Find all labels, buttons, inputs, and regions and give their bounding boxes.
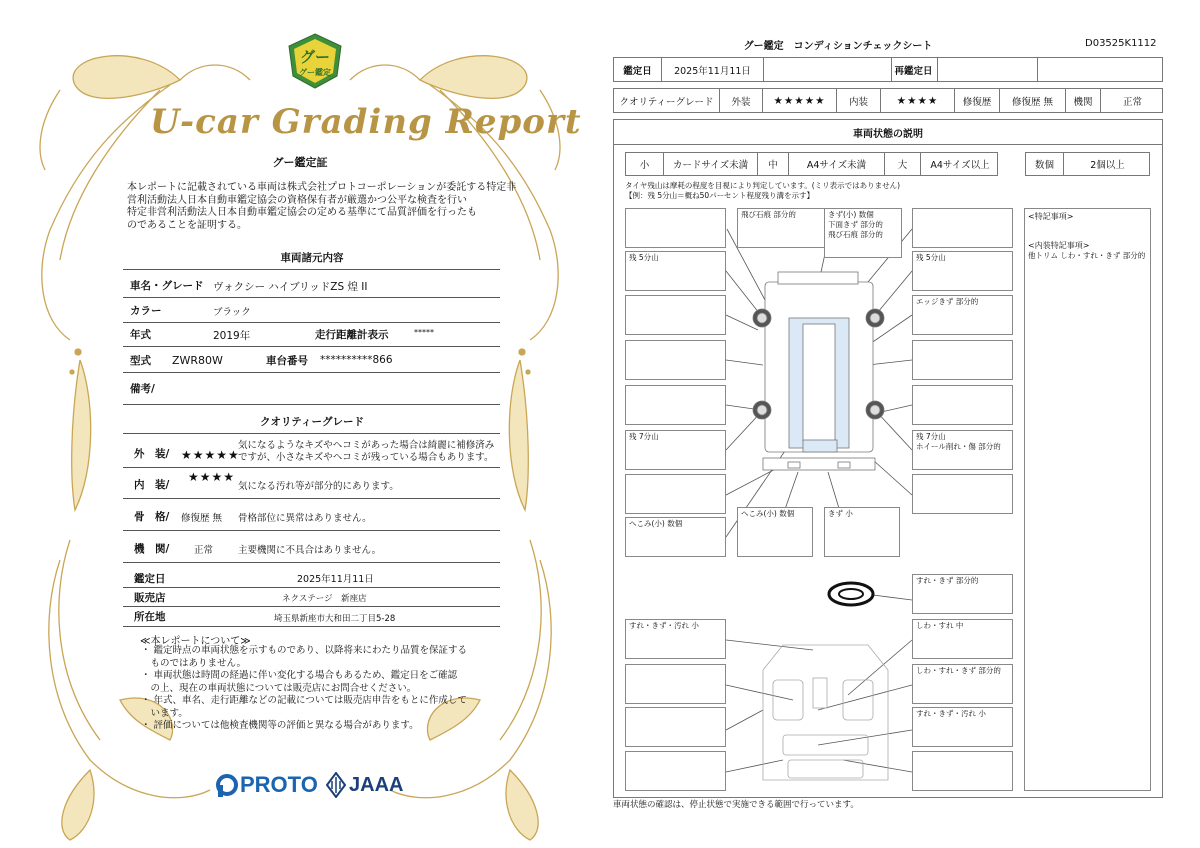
interior-stars: ★★★★ bbox=[881, 89, 955, 112]
address-label: 所在地 bbox=[134, 611, 166, 623]
certificate-intro: 本レポートに記載されている車両は株式会社プロトコーポレーションが委託する特定非 営利活動法人日本自動車鑑定協会の資格保有者が厳選かつ公平な検査を行い 特定非営利活動法人日本自動車鑑定協会の定める基準にて品質評価を行ったも のであることを証明する。 bbox=[127, 182, 517, 231]
box-interior-right-2: しわ・すれ・きず 部分的 bbox=[912, 664, 1013, 704]
box-right-6 bbox=[912, 474, 1013, 514]
exterior-desc: 気になるようなキズやヘコミがあった場合は綺麗に補修済み ですが、小さなキズやヘコミが残っている場合もあります。 bbox=[238, 440, 495, 463]
date-value: 2025年11月11日 bbox=[662, 58, 764, 81]
appraisal-date-value: 2025年11月11日 bbox=[297, 574, 374, 585]
box-left-7: へこみ(小) 数個 bbox=[625, 517, 726, 557]
box-interior-left-4 bbox=[625, 751, 726, 791]
size-legend: 小 カードサイズ未満 中 A4サイズ未満 大 A4サイズ以上 bbox=[625, 152, 998, 176]
box-front-3: きず(小) 数個 下面きず 部分的 飛び石痕 部分的 bbox=[824, 208, 902, 258]
chassis-value: **********866 bbox=[320, 354, 393, 366]
box-rear-3: きず 小 bbox=[824, 507, 900, 557]
engine-grade: 正常 bbox=[194, 545, 214, 556]
box-left-1: 残 5分山 bbox=[625, 251, 726, 291]
year-value: 2019年 bbox=[213, 330, 251, 342]
quality-heading: クオリティーグレード bbox=[260, 416, 364, 428]
box-right-2: エッジきず 部分的 bbox=[912, 295, 1013, 335]
engine-desc: 主要機関に不具合はありません。 bbox=[238, 545, 382, 556]
interior-label-right: 内装 bbox=[837, 89, 881, 112]
interior-label: 内 装/ bbox=[134, 479, 170, 491]
dealer-value: ネクステージ 新座店 bbox=[282, 594, 367, 604]
box-left-2 bbox=[625, 295, 726, 335]
year-label: 年式 bbox=[130, 329, 151, 341]
remarks-label: 備考/ bbox=[130, 383, 155, 395]
mileage-label: 走行距離計表示 bbox=[315, 329, 389, 341]
box-interior-left-2 bbox=[625, 664, 726, 704]
sheet-code: D03525K1112 bbox=[1085, 38, 1157, 49]
box-left-5: 残 7分山 bbox=[625, 430, 726, 470]
box-right-1: 残 5分山 bbox=[912, 251, 1013, 291]
date-label: 鑑定日 bbox=[614, 58, 662, 81]
certificate-subtitle: グー鑑定証 bbox=[272, 156, 328, 169]
engine-value-right: 正常 bbox=[1122, 96, 1142, 108]
engine-label: 機 関/ bbox=[134, 543, 170, 555]
box-left-4 bbox=[625, 385, 726, 425]
notes-list: ・ 鑑定時点の車両状態を示すものであり、以降将来にわたり品質を保証する ものではありません。 ・ 車両状態は時間の経過に伴い変化する場合もあるため、鑑定日をご確認 の上、現在の車両状態については販売店にお問合せください。 ・ 年式、車名、走行距離などの記載については販売店申告をもとに作成して います。 ・ 評価については他検査機関等の評価と異なる場合があります。 bbox=[141, 645, 468, 731]
exterior-stars: ★★★★★ bbox=[763, 89, 837, 112]
condition-heading: 車両状態の説明 bbox=[853, 129, 923, 140]
frame-desc: 骨格部位に異常はありません。 bbox=[238, 513, 372, 524]
grade-label: クオリティーグレード bbox=[614, 89, 720, 112]
box-rear-2: へこみ(小) 数個 bbox=[737, 507, 813, 557]
model-label: 型式 bbox=[130, 355, 151, 367]
box-interior-right-1: しわ・すれ 中 bbox=[912, 619, 1013, 659]
exterior-grade: ★★★★★ bbox=[181, 448, 240, 462]
reappraisal-value bbox=[938, 58, 1038, 81]
interior-special-text: 他トリム しわ・すれ・きず 部分的 bbox=[1028, 251, 1146, 260]
frame-grade: 修復歴 無 bbox=[181, 513, 223, 524]
box-left-3 bbox=[625, 340, 726, 380]
box-interior-right-3: すれ・きず・汚れ 小 bbox=[912, 707, 1013, 747]
color-value: ブラック bbox=[213, 307, 251, 318]
engine-label-right: 機関 bbox=[1066, 89, 1101, 112]
box-left-6 bbox=[625, 474, 726, 514]
box-right-5: 残 7分山 ホイール削れ・傷 部分的 bbox=[912, 430, 1013, 470]
box-front-right-1 bbox=[912, 208, 1013, 248]
tire-example: 【例：残 5分山＝概ね50パーセント程度残り溝を示す】 bbox=[625, 191, 815, 200]
appraisal-date-label: 鑑定日 bbox=[134, 573, 166, 585]
box-front-left-1 bbox=[625, 208, 726, 248]
notes-heading: ≪本レポートについて≫ bbox=[140, 636, 251, 647]
interior-grade: ★★★★ bbox=[188, 470, 236, 484]
exterior-label: 外 装/ bbox=[134, 448, 170, 460]
color-label: カラー bbox=[130, 305, 162, 317]
box-front-2: 飛び石痕 部分的 bbox=[737, 208, 838, 248]
goo-appraisal-badge bbox=[286, 32, 344, 90]
box-interior-left-3 bbox=[625, 707, 726, 747]
interior-desc: 気になる汚れ等が部分的にあります。 bbox=[238, 481, 399, 492]
chassis-label: 車台番号 bbox=[266, 355, 308, 367]
car-name-value: ヴォクシー ハイブリッドZS 煌 II bbox=[213, 281, 368, 293]
box-right-3 bbox=[912, 340, 1013, 380]
repair-value: 修復歴 無 bbox=[1000, 89, 1066, 112]
special-notes-panel: <特記事項> <内装特記事項> 他トリム しわ・すれ・きず 部分的 bbox=[1024, 208, 1151, 791]
mileage-value: ***** bbox=[414, 328, 434, 337]
address-value: 埼玉県新座市大和田二丁目5-28 bbox=[274, 614, 396, 624]
dealer-label: 販売店 bbox=[134, 592, 166, 604]
frame-label: 骨 格/ bbox=[134, 511, 170, 523]
spec-heading: 車両諸元内容 bbox=[280, 252, 344, 264]
box-right-4 bbox=[912, 385, 1013, 425]
count-legend: 数個 2個以上 bbox=[1025, 152, 1150, 176]
repair-label: 修復歴 bbox=[955, 89, 1000, 112]
box-interior-right-4 bbox=[912, 751, 1013, 791]
reappraisal-label: 再鑑定日 bbox=[890, 58, 938, 81]
proto-logo: PROTO bbox=[216, 770, 318, 800]
car-name-label: 車名・グレード bbox=[130, 280, 204, 292]
exterior-label-right: 外装 bbox=[720, 89, 763, 112]
svg-text:グー: グー bbox=[299, 48, 331, 66]
jaaa-logo: JAAA bbox=[326, 770, 403, 800]
svg-text:グー鑑定: グー鑑定 bbox=[299, 68, 331, 77]
date-row bbox=[613, 57, 1163, 82]
sheet-footer: 車両状態の確認は、停止状態で実施できる範囲で行っています。 bbox=[613, 800, 859, 810]
report-title: U-car Grading Report bbox=[150, 102, 582, 142]
box-interior-left-1: すれ・きず・汚れ 小 bbox=[625, 619, 726, 659]
model-value: ZWR80W bbox=[172, 354, 223, 367]
box-interior-right-0: すれ・きず 部分的 bbox=[912, 574, 1013, 614]
sheet-title: グー鑑定 コンディションチェックシート bbox=[743, 41, 933, 52]
steering-wheel-icon bbox=[829, 583, 873, 605]
tire-note: タイヤ残山は摩耗の程度を目視により判定しています。(ミリ表示ではありません) bbox=[625, 181, 901, 190]
grade-row bbox=[613, 88, 1163, 113]
